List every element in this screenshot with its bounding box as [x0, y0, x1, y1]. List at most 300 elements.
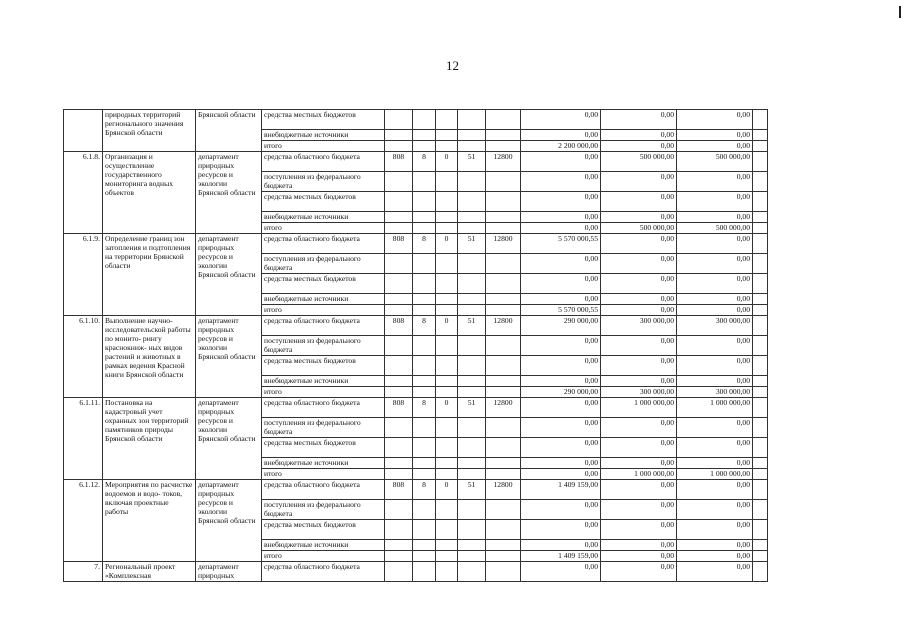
amount-year-3: 300 000,00: [677, 387, 753, 398]
empty-cell: [753, 212, 768, 223]
budget-code: [413, 418, 436, 438]
budget-code: 12800: [486, 398, 521, 418]
budget-code: [385, 130, 413, 141]
budget-code: 51: [458, 152, 486, 172]
budget-code: [385, 336, 413, 356]
empty-cell: [753, 234, 768, 254]
item-executor: Брянской области: [196, 110, 262, 152]
budget-code: [458, 520, 486, 540]
funding-source: средства областного бюджета: [262, 316, 385, 336]
budget-code: [413, 376, 436, 387]
funding-source: поступления из федерального бюджета: [262, 254, 385, 274]
empty-cell: [753, 192, 768, 212]
budget-code: [486, 172, 521, 192]
budget-code: 0: [436, 480, 458, 500]
budget-code: [458, 336, 486, 356]
item-name: природных территорий регионального значения Брянской области: [103, 110, 196, 152]
funding-source: внебюджетные источники: [262, 212, 385, 223]
amount-year-3: 0,00: [677, 418, 753, 438]
item-number: [64, 110, 103, 152]
funding-source: итого: [262, 305, 385, 316]
amount-year-1: 290 000,00: [521, 316, 601, 336]
amount-year-3: 0,00: [677, 551, 753, 562]
funding-source: итого: [262, 551, 385, 562]
budget-code: [458, 551, 486, 562]
funding-source: поступления из федерального бюджета: [262, 336, 385, 356]
budget-code: 12800: [486, 316, 521, 336]
amount-year-2: 0,00: [601, 192, 677, 212]
amount-year-2: 0,00: [601, 130, 677, 141]
budget-code: [385, 520, 413, 540]
budget-code: [385, 469, 413, 480]
empty-cell: [753, 562, 768, 582]
budget-code: [486, 305, 521, 316]
empty-cell: [753, 458, 768, 469]
item-name: Мероприятия по расчистке водоемов и водо- токов, включая проектные работы: [103, 480, 196, 562]
funding-source: итого: [262, 141, 385, 152]
amount-year-2: 0,00: [601, 438, 677, 458]
budget-code: [436, 551, 458, 562]
empty-cell: [753, 336, 768, 356]
budget-code: [385, 254, 413, 274]
funding-source: внебюджетные источники: [262, 458, 385, 469]
budget-code: [436, 562, 458, 582]
budget-code: 51: [458, 480, 486, 500]
item-executor: департамент природных ресурсов и экологии Брянской области: [196, 398, 262, 480]
empty-cell: [753, 110, 768, 130]
budget-code: [413, 562, 436, 582]
empty-cell: [753, 540, 768, 551]
amount-year-1: 0,00: [521, 458, 601, 469]
amount-year-1: 0,00: [521, 336, 601, 356]
budget-code: [385, 305, 413, 316]
empty-cell: [753, 274, 768, 294]
funding-source: итого: [262, 387, 385, 398]
empty-cell: [753, 223, 768, 234]
budget-code: [413, 469, 436, 480]
amount-year-2: 0,00: [601, 234, 677, 254]
amount-year-3: 0,00: [677, 172, 753, 192]
amount-year-1: 290 000,00: [521, 387, 601, 398]
amount-year-3: 0,00: [677, 192, 753, 212]
budget-code: [486, 254, 521, 274]
amount-year-3: 0,00: [677, 234, 753, 254]
amount-year-2: 0,00: [601, 551, 677, 562]
budget-code: 0: [436, 316, 458, 336]
budget-code: [436, 305, 458, 316]
amount-year-3: 0,00: [677, 438, 753, 458]
budget-code: [436, 294, 458, 305]
budget-code: [385, 376, 413, 387]
budget-code: [413, 254, 436, 274]
amount-year-3: 0,00: [677, 376, 753, 387]
table-row: [64, 398, 768, 418]
budget-code: [486, 562, 521, 582]
budget-code: [458, 500, 486, 520]
budget-code: [458, 110, 486, 130]
budget-code: [458, 418, 486, 438]
budget-code: [486, 356, 521, 376]
amount-year-1: 5 570 000,55: [521, 305, 601, 316]
amount-year-3: 0,00: [677, 141, 753, 152]
budget-code: [413, 274, 436, 294]
amount-year-2: 300 000,00: [601, 387, 677, 398]
budget-code: [413, 192, 436, 212]
funding-source: средства местных бюджетов: [262, 110, 385, 130]
empty-cell: [753, 500, 768, 520]
budget-code: [458, 141, 486, 152]
funding-source: поступления из федерального бюджета: [262, 172, 385, 192]
budget-code: [486, 376, 521, 387]
budget-table: [63, 109, 768, 582]
budget-code: [413, 551, 436, 562]
budget-code: 12800: [486, 480, 521, 500]
amount-year-1: 0,00: [521, 130, 601, 141]
empty-cell: [753, 130, 768, 141]
budget-code: [385, 500, 413, 520]
funding-source: внебюджетные источники: [262, 130, 385, 141]
budget-code: [436, 110, 458, 130]
amount-year-2: 1 000 000,00: [601, 469, 677, 480]
table-row: [64, 110, 768, 130]
empty-cell: [753, 141, 768, 152]
funding-source: итого: [262, 469, 385, 480]
amount-year-3: 0,00: [677, 500, 753, 520]
budget-code: 51: [458, 316, 486, 336]
amount-year-2: 500 000,00: [601, 152, 677, 172]
amount-year-3: 500 000,00: [677, 152, 753, 172]
table-row: [64, 316, 768, 336]
budget-code: [458, 540, 486, 551]
budget-code: [413, 356, 436, 376]
budget-code: [385, 212, 413, 223]
funding-source: средства местных бюджетов: [262, 192, 385, 212]
funding-source: средства местных бюджетов: [262, 438, 385, 458]
amount-year-1: 5 570 000,55: [521, 234, 601, 254]
empty-cell: [753, 294, 768, 305]
item-number: 6.1.12.: [64, 480, 103, 562]
budget-code: [486, 520, 521, 540]
amount-year-3: 0,00: [677, 336, 753, 356]
amount-year-1: 0,00: [521, 254, 601, 274]
amount-year-3: 0,00: [677, 562, 753, 582]
budget-code: [413, 110, 436, 130]
item-executor: департамент природных ресурсов и экологии Брянской области: [196, 152, 262, 234]
amount-year-1: 0,00: [521, 274, 601, 294]
budget-code: [486, 274, 521, 294]
empty-cell: [753, 469, 768, 480]
budget-code: 8: [413, 398, 436, 418]
budget-code: [436, 223, 458, 234]
budget-code: 8: [413, 152, 436, 172]
budget-code: 0: [436, 398, 458, 418]
budget-code: [486, 294, 521, 305]
item-name: Региональный проект «Комплексная: [103, 562, 196, 582]
amount-year-2: 0,00: [601, 305, 677, 316]
amount-year-1: 0,00: [521, 223, 601, 234]
budget-code: 12800: [486, 234, 521, 254]
budget-code: [486, 336, 521, 356]
amount-year-2: 300 000,00: [601, 316, 677, 336]
item-number: 6.1.8.: [64, 152, 103, 234]
empty-cell: [753, 398, 768, 418]
amount-year-3: 0,00: [677, 130, 753, 141]
budget-code: [413, 223, 436, 234]
budget-code: [385, 110, 413, 130]
amount-year-3: 500 000,00: [677, 223, 753, 234]
budget-code: [458, 192, 486, 212]
funding-source: внебюджетные источники: [262, 540, 385, 551]
budget-code: [458, 223, 486, 234]
budget-code: 808: [385, 234, 413, 254]
budget-code: [385, 418, 413, 438]
budget-code: [458, 387, 486, 398]
amount-year-2: 0,00: [601, 458, 677, 469]
empty-cell: [753, 254, 768, 274]
amount-year-2: 0,00: [601, 254, 677, 274]
table-row: [64, 480, 768, 500]
budget-code: [413, 336, 436, 356]
empty-cell: [753, 356, 768, 376]
budget-code: [436, 387, 458, 398]
amount-year-3: 0,00: [677, 274, 753, 294]
item-name: Постановка на кадастровый учет охранных зон территорий памятников природы Брянской области: [103, 398, 196, 480]
amount-year-3: 0,00: [677, 540, 753, 551]
budget-code: [486, 110, 521, 130]
budget-code: [486, 192, 521, 212]
budget-code: [436, 438, 458, 458]
funding-source: средства областного бюджета: [262, 234, 385, 254]
budget-code: [436, 172, 458, 192]
budget-code: [385, 438, 413, 458]
budget-code: [436, 274, 458, 294]
budget-code: [458, 458, 486, 469]
amount-year-2: 0,00: [601, 141, 677, 152]
budget-code: [486, 500, 521, 520]
amount-year-2: 0,00: [601, 480, 677, 500]
table-body: [64, 110, 768, 582]
budget-code: [436, 336, 458, 356]
item-number: 6.1.10.: [64, 316, 103, 398]
budget-code: [436, 141, 458, 152]
amount-year-1: 0,00: [521, 438, 601, 458]
amount-year-2: 0,00: [601, 336, 677, 356]
budget-code: [436, 356, 458, 376]
amount-year-2: 0,00: [601, 212, 677, 223]
amount-year-3: 0,00: [677, 458, 753, 469]
amount-year-2: 1 000 000,00: [601, 398, 677, 418]
budget-code: [486, 130, 521, 141]
budget-code: [413, 438, 436, 458]
amount-year-1: 0,00: [521, 212, 601, 223]
budget-code: 808: [385, 398, 413, 418]
budget-code: [486, 212, 521, 223]
budget-code: 8: [413, 316, 436, 336]
amount-year-3: 0,00: [677, 305, 753, 316]
funding-source: итого: [262, 223, 385, 234]
budget-code: [486, 458, 521, 469]
empty-cell: [753, 316, 768, 336]
funding-source: средства местных бюджетов: [262, 520, 385, 540]
budget-code: 51: [458, 234, 486, 254]
budget-code: [436, 500, 458, 520]
table-row: [64, 234, 768, 254]
amount-year-3: 0,00: [677, 520, 753, 540]
budget-code: [413, 130, 436, 141]
amount-year-3: 0,00: [677, 356, 753, 376]
budget-code: [385, 551, 413, 562]
item-executor: департамент природных ресурсов и экологии Брянской области: [196, 234, 262, 316]
empty-cell: [753, 480, 768, 500]
amount-year-2: 0,00: [601, 376, 677, 387]
budget-code: [385, 458, 413, 469]
budget-code: [436, 192, 458, 212]
amount-year-3: 300 000,00: [677, 316, 753, 336]
budget-code: [458, 212, 486, 223]
amount-year-3: 0,00: [677, 110, 753, 130]
amount-year-3: 1 000 000,00: [677, 398, 753, 418]
item-name: Организация и осуществление государственного мониторинга водных объектов: [103, 152, 196, 234]
budget-code: [413, 172, 436, 192]
funding-source: средства областного бюджета: [262, 480, 385, 500]
budget-code: 808: [385, 316, 413, 336]
amount-year-2: 0,00: [601, 418, 677, 438]
item-number: 7.: [64, 562, 103, 582]
amount-year-1: 1 409 159,00: [521, 480, 601, 500]
amount-year-1: 0,00: [521, 294, 601, 305]
empty-cell: [753, 152, 768, 172]
amount-year-2: 0,00: [601, 110, 677, 130]
amount-year-2: 0,00: [601, 540, 677, 551]
amount-year-1: 0,00: [521, 152, 601, 172]
funding-source: внебюджетные источники: [262, 376, 385, 387]
budget-code: [486, 141, 521, 152]
budget-code: [458, 130, 486, 141]
funding-source: средства областного бюджета: [262, 152, 385, 172]
table-row: [64, 562, 768, 582]
budget-code: [458, 254, 486, 274]
amount-year-2: 500 000,00: [601, 223, 677, 234]
budget-code: [436, 540, 458, 551]
budget-code: [458, 376, 486, 387]
empty-cell: [753, 418, 768, 438]
budget-code: [385, 192, 413, 212]
funding-source: средства местных бюджетов: [262, 274, 385, 294]
budget-code: [413, 520, 436, 540]
amount-year-1: 0,00: [521, 376, 601, 387]
budget-code: [385, 274, 413, 294]
budget-code: [458, 469, 486, 480]
budget-code: [385, 356, 413, 376]
amount-year-2: 0,00: [601, 274, 677, 294]
funding-source: поступления из федерального бюджета: [262, 500, 385, 520]
amount-year-3: 1 000 000,00: [677, 469, 753, 480]
budget-code: [458, 562, 486, 582]
budget-code: [385, 540, 413, 551]
budget-code: [385, 562, 413, 582]
budget-code: [413, 387, 436, 398]
item-executor: департамент природных: [196, 562, 262, 582]
budget-code: 0: [436, 152, 458, 172]
budget-code: [486, 551, 521, 562]
amount-year-2: 0,00: [601, 520, 677, 540]
budget-code: [458, 305, 486, 316]
budget-code: [486, 540, 521, 551]
funding-source: средства областного бюджета: [262, 398, 385, 418]
funding-source: средства местных бюджетов: [262, 356, 385, 376]
amount-year-1: 1 409 159,00: [521, 551, 601, 562]
amount-year-1: 0,00: [521, 540, 601, 551]
amount-year-2: 0,00: [601, 294, 677, 305]
amount-year-1: 0,00: [521, 469, 601, 480]
amount-year-2: 0,00: [601, 356, 677, 376]
item-name: Выполнение научно- исследовательской работы по монито- рингу краснокниж- ных видов растений и животных в рамках ведения Красной книги Брянской области: [103, 316, 196, 398]
item-executor: департамент природных ресурсов и экологии Брянской области: [196, 480, 262, 562]
budget-code: [436, 418, 458, 438]
amount-year-1: 0,00: [521, 398, 601, 418]
budget-code: [385, 141, 413, 152]
empty-cell: [753, 172, 768, 192]
item-executor: департамент природных ресурсов и экологии Брянской области: [196, 316, 262, 398]
funding-source: внебюджетные источники: [262, 294, 385, 305]
funding-source: поступления из федерального бюджета: [262, 418, 385, 438]
empty-cell: [753, 376, 768, 387]
amount-year-1: 0,00: [521, 356, 601, 376]
item-number: 6.1.9.: [64, 234, 103, 316]
amount-year-2: 0,00: [601, 562, 677, 582]
page-number: 12: [446, 58, 459, 73]
budget-code: [413, 141, 436, 152]
budget-code: [413, 458, 436, 469]
budget-code: [413, 305, 436, 316]
budget-code: [458, 294, 486, 305]
budget-code: [385, 223, 413, 234]
empty-cell: [753, 551, 768, 562]
amount-year-3: 0,00: [677, 254, 753, 274]
amount-year-1: 2 200 000,00: [521, 141, 601, 152]
funding-source: средства областного бюджета: [262, 562, 385, 582]
table-row: [64, 152, 768, 172]
amount-year-2: 0,00: [601, 500, 677, 520]
budget-code: [458, 274, 486, 294]
empty-cell: [753, 305, 768, 316]
amount-year-1: 0,00: [521, 192, 601, 212]
budget-code: 808: [385, 480, 413, 500]
budget-code: [486, 387, 521, 398]
budget-code: [436, 469, 458, 480]
budget-code: [486, 469, 521, 480]
budget-code: [458, 438, 486, 458]
amount-year-1: 0,00: [521, 172, 601, 192]
amount-year-1: 0,00: [521, 110, 601, 130]
empty-cell: [753, 438, 768, 458]
budget-code: 12800: [486, 152, 521, 172]
amount-year-3: 0,00: [677, 480, 753, 500]
budget-code: [486, 418, 521, 438]
budget-code: [413, 212, 436, 223]
budget-code: [436, 458, 458, 469]
amount-year-1: 0,00: [521, 520, 601, 540]
budget-code: [436, 212, 458, 223]
budget-code: 808: [385, 152, 413, 172]
budget-code: [385, 172, 413, 192]
budget-code: [436, 520, 458, 540]
budget-code: 8: [413, 480, 436, 500]
amount-year-1: 0,00: [521, 562, 601, 582]
amount-year-2: 0,00: [601, 172, 677, 192]
budget-code: [436, 376, 458, 387]
empty-cell: [753, 520, 768, 540]
